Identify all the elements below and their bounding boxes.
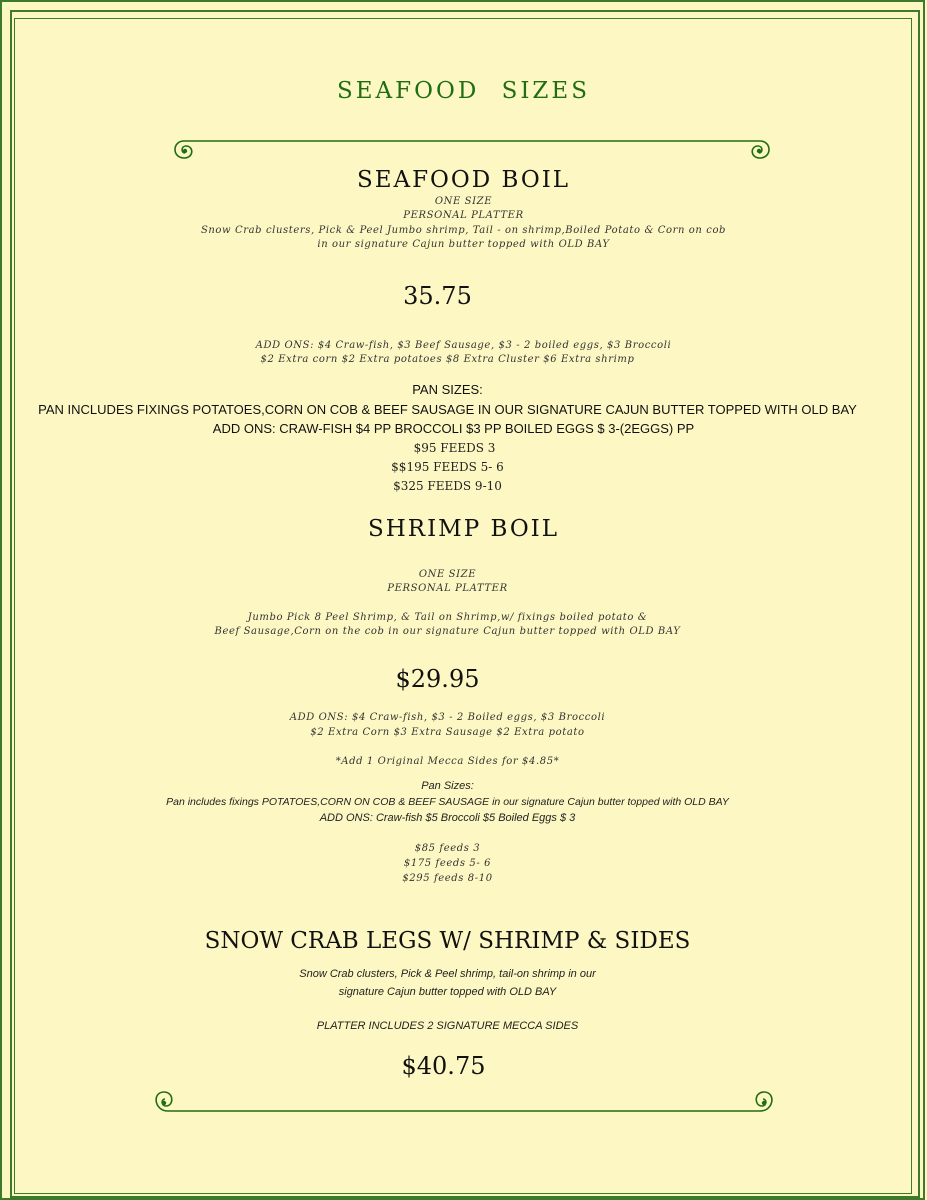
shrimp-boil-pan-size-2: $175 feeds 5- 6: [403, 858, 492, 869]
snow-crab-description-line1: Snow Crab clusters, Pick & Peel shrimp, tail-on shrimp in our: [299, 968, 596, 980]
seafood-boil-pan-sizes-label: PAN SIZES:: [412, 382, 483, 397]
shrimp-boil-description-line2: Beef Sausage,Corn on the cob in our signature Cajun butter topped with OLD BAY: [214, 626, 681, 637]
shrimp-boil-pan-addons: ADD ONS: Craw-fish $5 Broccoli $5 Boiled Eggs $ 3: [319, 812, 576, 824]
snow-crab-platter-note: PLATTER INCLUDES 2 SIGNATURE MECCA SIDES: [316, 1020, 579, 1032]
shrimp-boil-price: $29.95: [395, 665, 480, 693]
snow-crab-price: $40.75: [401, 1052, 486, 1080]
shrimp-boil-pan-size-3: $295 feeds 8-10: [402, 873, 493, 884]
shrimp-boil-pan-sizes-label: Pan Sizes:: [421, 780, 474, 792]
snow-crab-title: SNOW CRAB LEGS W/ SHRIMP & SIDES: [204, 928, 691, 954]
seafood-boil-pan-size-2: $$195 FEEDS 5- 6: [391, 460, 504, 474]
seafood-boil-pan-size-1: $95 FEEDS 3: [413, 441, 496, 455]
shrimp-boil-platter: PERSONAL PLATTER: [387, 583, 508, 594]
seafood-boil-description-line2: in our signature Cajun butter topped with OLD BAY: [317, 239, 610, 250]
shrimp-boil-pan-includes: Pan includes fixings POTATOES,CORN ON COB & BEEF SAUSAGE in our signature Cajun butter topped with OLD BAY: [166, 796, 729, 808]
snow-crab-description-line2: signature Cajun butter topped with OLD BAY: [338, 986, 557, 998]
seafood-boil-description-line1: Snow Crab clusters, Pick & Peel Jumbo shrimp, Tail - on shrimp,Boiled Potato & Corn on cob: [200, 225, 727, 236]
shrimp-boil-size: ONE SIZE: [418, 569, 477, 580]
seafood-boil-title: SEAFOOD BOIL: [356, 167, 571, 193]
seafood-boil-size: ONE SIZE: [434, 196, 493, 207]
page-title: SEAFOOD SIZES: [337, 78, 590, 104]
shrimp-boil-addons-line2: $2 Extra Corn $3 Extra Sausage $2 Extra potato: [310, 727, 585, 738]
shrimp-boil-sides-note: *Add 1 Original Mecca Sides for $4.85*: [335, 756, 560, 767]
seafood-boil-addons-line2: $2 Extra corn $2 Extra potatoes $8 Extra Cluster $6 Extra shrimp: [260, 354, 635, 365]
page-border-inner: [14, 18, 912, 1194]
seafood-boil-price: 35.75: [403, 282, 472, 310]
seafood-boil-addons-line1: ADD ONS: $4 Craw-fish, $3 Beef Sausage, $3 - 2 boiled eggs, $3 Broccoli: [255, 340, 672, 351]
seafood-boil-pan-addons: ADD ONS: CRAW-FISH $4 PP BROCCOLI $3 PP BOILED EGGS $ 3-(2EGGS) PP: [212, 421, 695, 436]
seafood-boil-pan-includes: PAN INCLUDES FIXINGS POTATOES,CORN ON COB & BEEF SAUSAGE IN OUR SIGNATURE CAJUN BUTTER TOPPED WITH OLD BAY: [38, 402, 857, 417]
shrimp-boil-addons-line1: ADD ONS: $4 Craw-fish, $3 - 2 Boiled eggs, $3 Broccoli: [289, 712, 606, 723]
shrimp-boil-description-line1: Jumbo Pick 8 Peel Shrimp, & Tail on Shrimp,w/ fixings boiled potato &: [247, 612, 648, 623]
seafood-boil-pan-size-3: $325 FEEDS 9-10: [393, 479, 502, 493]
seafood-boil-platter: PERSONAL PLATTER: [403, 210, 524, 221]
shrimp-boil-title: SHRIMP BOIL: [367, 516, 560, 542]
shrimp-boil-pan-size-1: $85 feeds 3: [414, 843, 481, 854]
